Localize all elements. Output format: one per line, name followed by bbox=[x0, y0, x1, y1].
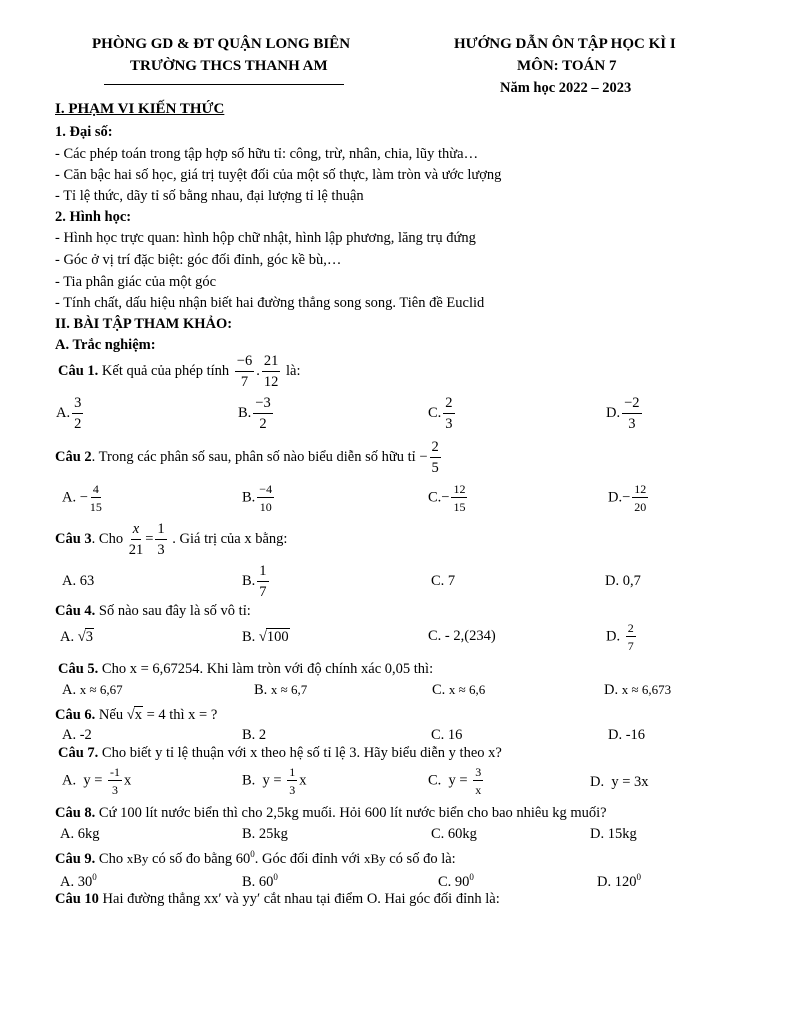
q2-option-d: D.− $\frac{12}{20}$ bbox=[608, 482, 647, 514]
q1-option-a: A. $\frac{3}{2}$ bbox=[56, 395, 82, 432]
q4-option-b: B. √100 bbox=[242, 629, 289, 645]
question-10: Câu 10 Hai đường thẳng xx′ và yy′ cắt nhau tại điểm O. Hai góc đối đỉnh là: bbox=[55, 891, 500, 907]
q6-option-c: C. 16 bbox=[431, 727, 463, 743]
geometry-item: - Tia phân giác của một góc bbox=[55, 274, 217, 290]
q2-option-c: C.− $\frac{12}{15}$ bbox=[428, 482, 466, 514]
algebra-item: - Căn bậc hai số học, giá trị tuyệt đối của một số thực, làm tròn và ước lượng bbox=[55, 167, 502, 183]
header-left-line2: TRƯỜNG THCS THANH AM bbox=[130, 58, 328, 74]
q7-option-b: B. y = $\frac{1}{3}$ x bbox=[242, 765, 307, 797]
section2-subtitle: A. Trắc nghiệm: bbox=[55, 337, 156, 353]
question-2: Câu 2. Trong các phân số sau, phân số nào biểu diễn số hữu tỉ − $\frac{2}{5}$ bbox=[55, 439, 439, 476]
question-1: Câu 1. Kết quả của phép tính $\frac{-6}{7}$ . $\frac{21}{12}$ là: bbox=[58, 353, 301, 390]
q9-option-d: D. $120^0$ bbox=[597, 872, 641, 890]
question-5: Câu 5. Cho x = 6,67254. Khi làm tròn với độ chính xác 0,05 thì: bbox=[58, 661, 434, 677]
question-7: Câu 7. Cho biết y tỉ lệ thuận với x theo hệ số tỉ lệ 3. Hãy biểu diễn y theo x? bbox=[58, 745, 502, 761]
q5-option-d: D. x ≈ 6,673 bbox=[604, 682, 672, 698]
geometry-title: 2. Hình học: bbox=[55, 209, 132, 225]
q8-option-c: C. 60kg bbox=[431, 826, 477, 842]
geometry-item: - Hình học trực quan: hình hộp chữ nhật, hình lập phương, lăng trụ đứng bbox=[55, 230, 476, 246]
algebra-title: 1. Đại số: bbox=[55, 124, 113, 140]
q7-option-a: A. y = $\frac{-1}{3}$ x bbox=[62, 765, 132, 797]
q9-option-b: B. $60^0$ bbox=[242, 872, 278, 890]
header-left-underline bbox=[104, 84, 344, 85]
q1-option-d: D. $\frac{-2}{3}$ bbox=[606, 395, 640, 432]
algebra-item: - Tỉ lệ thức, dãy tỉ số bằng nhau, đại lượng tỉ lệ thuận bbox=[55, 188, 364, 204]
section1-title: I. PHẠM VI KIẾN THỨC bbox=[55, 101, 225, 117]
q3-option-d: D. 0,7 bbox=[605, 573, 641, 589]
q3-option-a: A. 63 bbox=[62, 573, 95, 589]
q8-option-d: D. 15kg bbox=[590, 826, 637, 842]
q6-option-d: D. -16 bbox=[608, 727, 646, 743]
header-left-line1: PHÒNG GD & ĐT QUẬN LONG BIÊN bbox=[92, 36, 351, 52]
q9-option-a: A. $30^0$ bbox=[60, 872, 97, 890]
q8-option-a: A. 6kg bbox=[60, 826, 100, 842]
q3-option-c: C. 7 bbox=[431, 573, 456, 589]
q4-option-d: D. $\frac{2}{7}$ bbox=[606, 621, 634, 653]
q9-option-c: C. $90^0$ bbox=[438, 872, 474, 890]
q7-option-c: C. y = $\frac{3}{x}$ bbox=[428, 765, 482, 797]
q5-option-b: B. x ≈ 6,7 bbox=[254, 682, 308, 698]
geometry-item: - Góc ở vị trí đặc biệt: góc đối đỉnh, góc kề bù,… bbox=[55, 252, 342, 268]
question-6: Câu 6. Nếu √x = 4 thì x = ? bbox=[55, 707, 218, 723]
q5-option-a: A. x ≈ 6,67 bbox=[62, 682, 123, 698]
q2-option-b: B. $\frac{-4}{10}$ bbox=[242, 482, 273, 514]
q5-option-c: C. x ≈ 6,6 bbox=[432, 682, 486, 698]
question-8: Câu 8. Cứ 100 lít nước biển thì cho 2,5kg muối. Hỏi 600 lít nước biển cho bao nhiêu kg muối? bbox=[55, 805, 607, 821]
header-right-line3: Năm học 2022 – 2023 bbox=[500, 80, 632, 96]
q6-option-b: B. 2 bbox=[242, 727, 267, 743]
fraction: $\frac{21}{12}$ bbox=[263, 353, 279, 390]
header-right-line2: MÔN: TOÁN 7 bbox=[517, 58, 617, 74]
question-9: Câu 9. Cho xBy có số đo bằng $60^0$. Góc đối đỉnh với xBy có số đo là: bbox=[55, 849, 456, 867]
question-4: Câu 4. Số nào sau đây là số vô tỉ: bbox=[55, 603, 251, 619]
geometry-item: - Tính chất, dấu hiệu nhận biết hai đường thẳng song song. Tiên đề Euclid bbox=[55, 295, 485, 311]
q6-option-a: A. -2 bbox=[62, 727, 92, 743]
q8-option-b: B. 25kg bbox=[242, 826, 288, 842]
q7-option-d: D. y = 3x bbox=[590, 774, 649, 790]
q2-option-a: A. − $\frac{4}{15}$ bbox=[62, 482, 102, 514]
section2-title: II. BÀI TẬP THAM KHẢO: bbox=[55, 316, 233, 332]
question-3: Câu 3. Cho $\frac{x}{21}$ = $\frac{1}{3}$ . Giá trị của x bằng: bbox=[55, 521, 288, 558]
q1-option-b: B. $\frac{-3}{2}$ bbox=[238, 395, 271, 432]
q4-option-a: A. √3 bbox=[60, 629, 93, 645]
header-right-line1: HƯỚNG DẪN ÔN TẬP HỌC KÌ I bbox=[454, 36, 676, 52]
q3-option-b: B. $\frac{1}{7}$ bbox=[242, 563, 267, 600]
algebra-item: - Các phép toán trong tập hợp số hữu tỉ: công, trừ, nhân, chia, lũy thừa… bbox=[55, 146, 479, 162]
q1-option-c: C. $\frac{2}{3}$ bbox=[428, 395, 453, 432]
q4-option-c: C. - 2,(234) bbox=[428, 628, 496, 644]
fraction: $\frac{-6}{7}$ bbox=[236, 353, 253, 390]
